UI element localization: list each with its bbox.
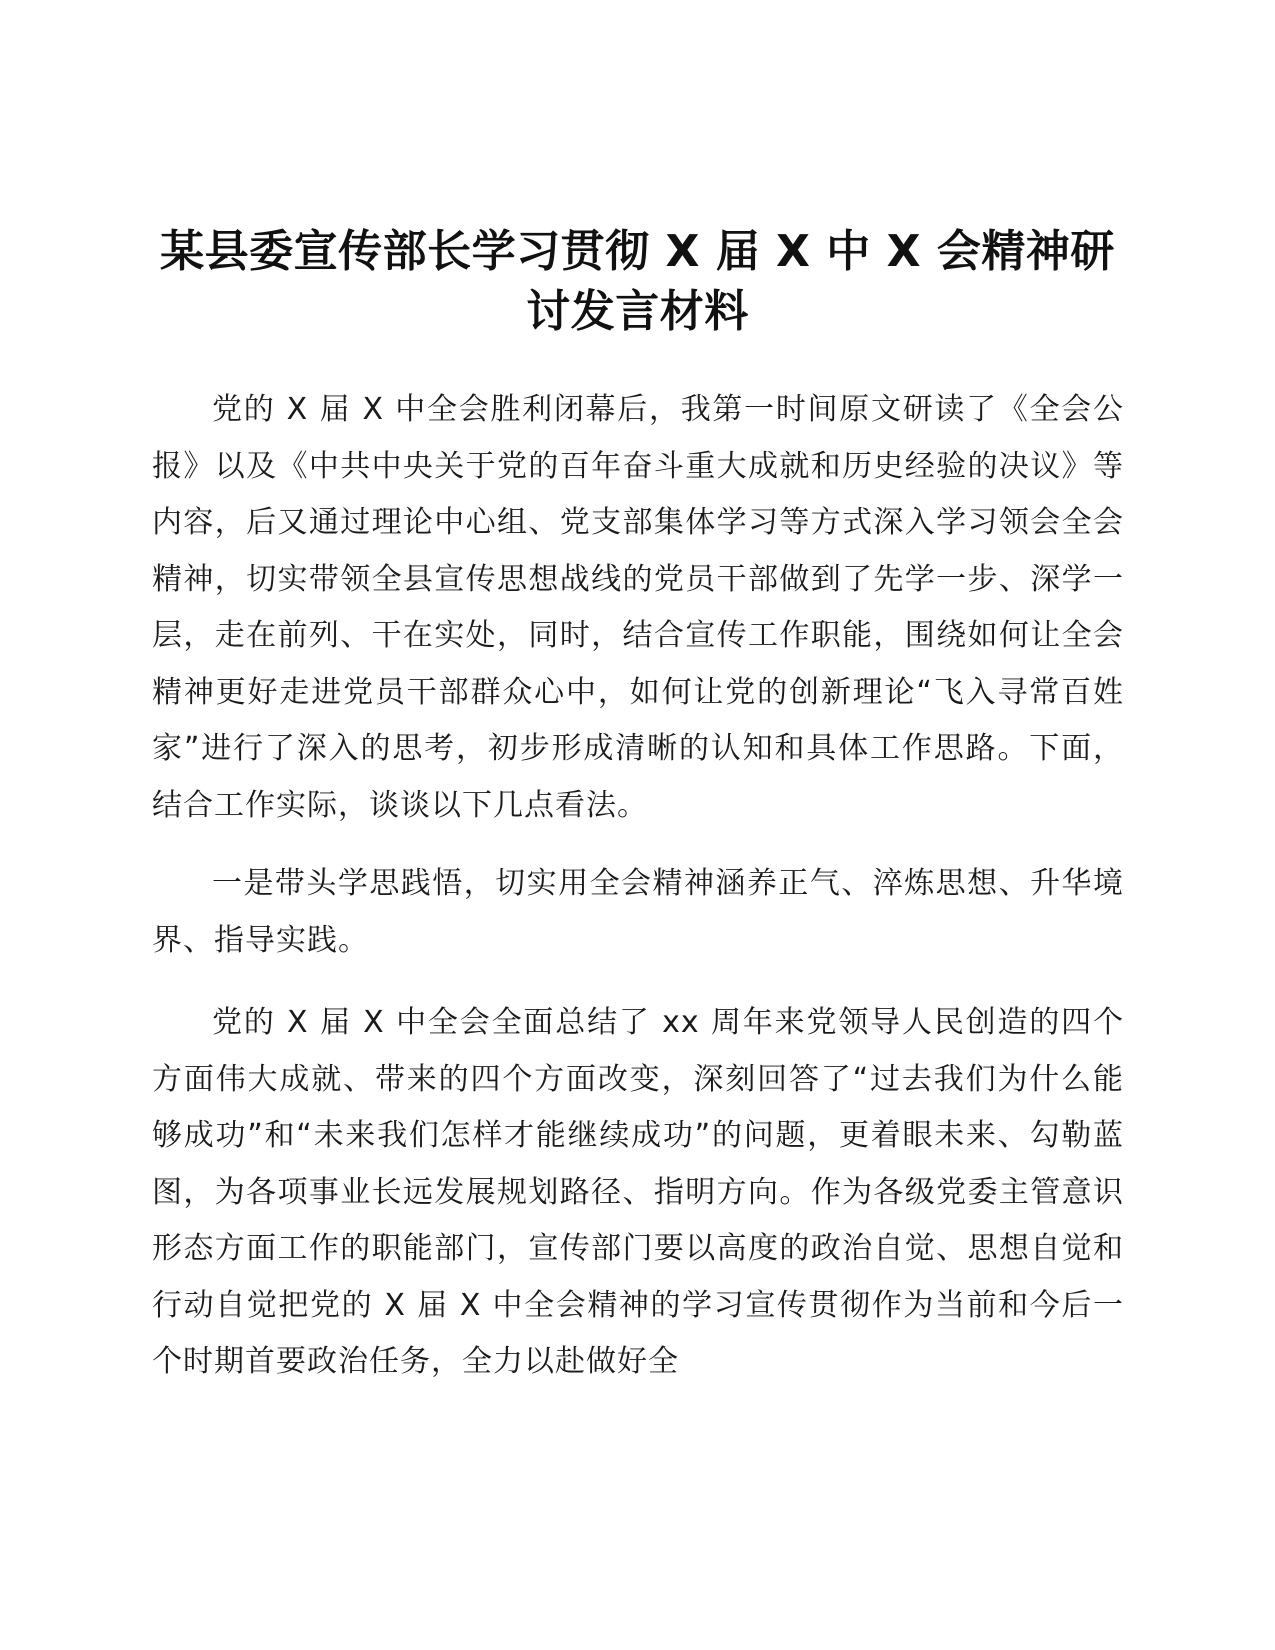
document-body — [152, 382, 1124, 1413]
paragraph-intro: 党的 X 届 X 中全会胜利闭幕后，我第一时间原文研读了《全会公报》以及《中共中央关于党的百年奋斗重大成就和历史经验的决议》等内容，后又通过理论中心组、党支部集体学习等方式深入学习领会全会精神，切实带领全县宣传思想战线的党员干部做到了先学一步、深学一层，走在前列、干在实处，同时，结合宣传工作职能，围绕如何让全会精神更好走进党员干部群众心中，如何让党的创新理论“飞入寻常百姓家”进行了深入的思考，初步形成清晰的认知和具体工作思路。下面，结合工作实际，谈谈以下几点看法。 — [152, 392, 1124, 823]
paragraph-point-one: 一是带头学思践悟，切实用全会精神涵养正气、淬炼思想、升华境界、指导实践。 — [152, 866, 1124, 958]
paragraph-point-one-detail: 党的 X 届 X 中全会全面总结了 xx 周年来党领导人民创造的四个方面伟大成就、带来的四个方面改变，深刻回答了“过去我们为什么能够成功”和“未来我们怎样才能继续成功”的问题，更着眼未来、勾勒蓝图，为各项事业长远发展规划路径、指明方向。作为各级党委主管意识形态方面工作的职能部门，宣传部门要以高度的政治自觉、思想自觉和行动自觉把党的 X 届 X 中全会精神的学习宣传贯彻作为当前和今后一个时期首要政治任务，全力以赴做好全 — [152, 1005, 1124, 1379]
document-title: 某县委宣传部长学习贯彻 X 届 X 中 X 会精神研讨发言材料 — [160, 226, 1115, 337]
